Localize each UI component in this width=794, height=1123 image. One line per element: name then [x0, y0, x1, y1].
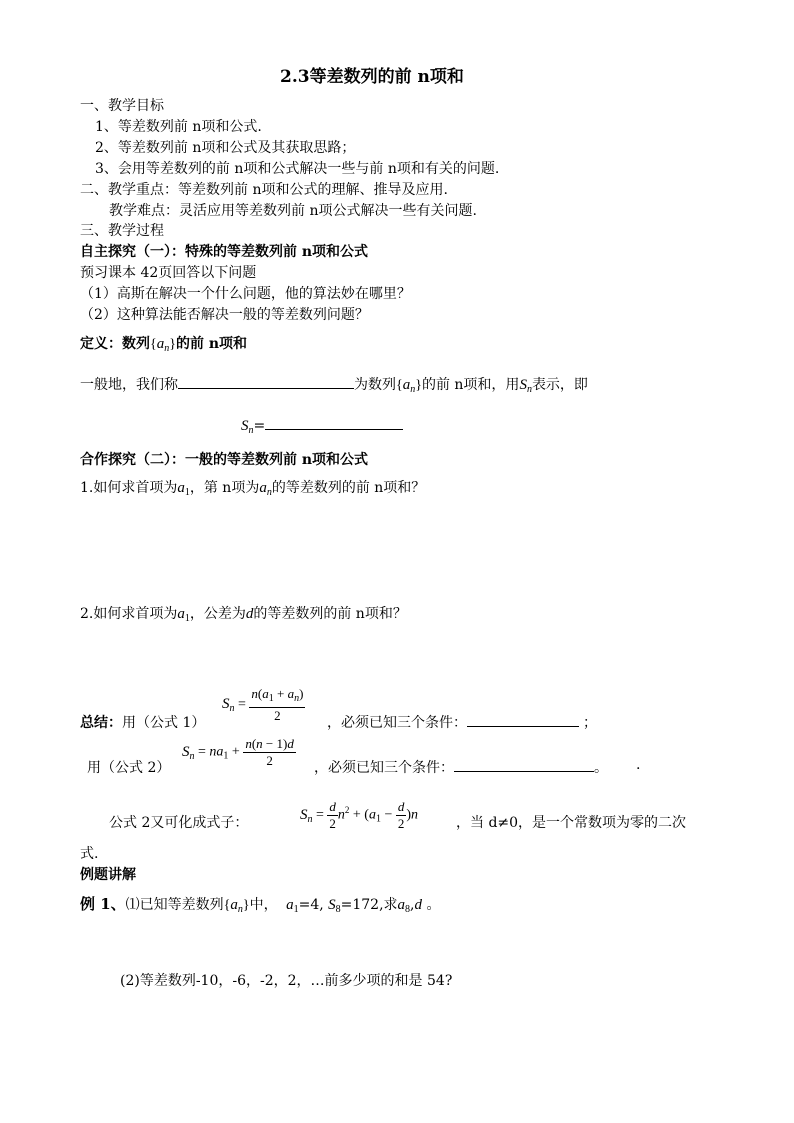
question-text: ，第 n项为	[189, 480, 260, 496]
summary-text: ；	[583, 715, 597, 731]
definition-heading-text: 的前 n项和	[175, 336, 248, 352]
trailing-dot: .	[636, 757, 641, 773]
explore1-question: （2）这种算法能否解决一般的等差数列问题？	[80, 307, 369, 323]
definition-text: 为数列	[354, 377, 396, 393]
summary-text: ，必须已知三个条件：	[327, 715, 467, 731]
summary-text: ，必须已知三个条件：	[314, 760, 454, 776]
fill-blank[interactable]	[178, 374, 354, 389]
objective-item: 3、会用等差数列的前 n项和公式解决一些与前 n项和有关的问题.	[95, 161, 500, 177]
sn-symbol: $S_n$	[519, 377, 532, 395]
explore1-preview: 预习课本 42页回答以下问题	[80, 265, 257, 281]
key-points: 二、教学重点：等差数列前 n项和公式的理解、推导及应用.	[80, 182, 448, 198]
summary-label: 总结：	[80, 715, 122, 731]
formula-3-tail: ，当 d≠0，是一个常数项为零的二次	[456, 815, 687, 831]
formula-3-intro: 公式 2又可化成式子：	[109, 815, 249, 831]
a1-symbol: $a_1$	[286, 897, 299, 915]
question-text: 的等差数列的前 n项和？	[253, 606, 407, 622]
s8-symbol: $S_8$	[328, 897, 341, 915]
fill-blank[interactable]	[454, 757, 594, 772]
fill-blank[interactable]	[265, 415, 403, 430]
formula-2: $S_n = na_1$ + $\frac{n(n - 1)d}{2}$	[182, 736, 294, 768]
explore1-question: （1）高斯在解决一个什么问题，他的算法妙在哪里？	[80, 286, 411, 302]
question-text: 2.如何求首项为	[80, 606, 178, 622]
d-symbol: d	[245, 606, 254, 622]
example-1: 例 1、⑴已知等差数列$\{a_n\}$中， $a_1=4$, $S_8=172$,求$a_8,d$ 。	[80, 895, 441, 915]
sn-formula-line	[241, 415, 403, 436]
d-symbol: d	[414, 897, 422, 913]
summary-text: 用（公式 1）	[122, 715, 206, 731]
summary-formula-2-row	[87, 757, 170, 777]
sn-symbol: $S_n$	[241, 418, 254, 436]
a1-symbol: $a_1$	[177, 480, 190, 498]
example-2: (2)等差数列-10，-6，-2，2，…前多少项的和是 54?	[120, 973, 453, 989]
definition-text: 表示，即	[531, 377, 588, 393]
formula-3: $S_n$ = $\frac{d}{2}$ $n^2 + (a_1$ − $\frac{d}{2}$ )n	[300, 799, 419, 831]
definition-heading	[80, 333, 247, 354]
page-title: 2.3等差数列的前 n项和	[280, 67, 464, 87]
definition-text: 的前 n项和，用	[421, 377, 520, 393]
question-text: ，公差为	[189, 606, 246, 622]
summary-formula-1-tail	[327, 712, 597, 732]
summary-text: 用（公式 2）	[87, 760, 171, 776]
definition-heading-text: 定义：数列	[80, 336, 150, 352]
objective-item: 2、等差数列前 n项和公式及其获取思路；	[95, 140, 356, 156]
examples-heading: 例题讲解	[80, 867, 136, 883]
fill-blank[interactable]	[467, 712, 579, 727]
formula-2-fraction: $\frac{n(n - 1)d}{2}$	[245, 736, 294, 768]
explore2-question-2	[80, 603, 407, 624]
sequence-symbol: $\{a_n\}$	[150, 336, 176, 354]
explore2-heading: 合作探究（二）：一般的等差数列前 n项和公式	[80, 452, 369, 468]
example-label: 例 1、	[80, 895, 126, 913]
formula-1: $S_n$ = $\frac{n(a_1 + a_n)}{2}$	[222, 686, 304, 723]
example-text: =172,求	[340, 897, 398, 913]
summary-formula-1-row	[80, 712, 205, 732]
explore1-heading: 自主探究（一）：特殊的等差数列前 n项和公式	[80, 244, 369, 260]
summary-formula-2-tail	[314, 757, 608, 777]
section-process-heading: 三、教学过程	[80, 223, 164, 239]
equals-sign: =	[253, 418, 266, 434]
example-text: ⑴已知等差数列	[125, 897, 224, 913]
formula-3-continuation: 式.	[80, 846, 99, 862]
example-text: 中，	[249, 897, 278, 913]
difficulty-points: 教学难点：灵活应用等差数列前 n项公式解决一些有关问题.	[109, 203, 477, 219]
a1-symbol: $a_1$	[177, 606, 190, 624]
sequence-symbol: $\{a_n\}$	[223, 897, 250, 915]
example-text: =4,	[298, 897, 324, 913]
definition-line	[80, 374, 588, 395]
question-text: 的等差数列的前 n项和？	[271, 480, 426, 496]
a8-symbol: $a_8$	[397, 897, 411, 915]
an-symbol: $a_n$	[259, 480, 272, 498]
objective-item: 1、等差数列前 n项和公式.	[95, 119, 262, 135]
formula-1-fraction: $\frac{n(a_1 + a_n)}{2}$	[251, 686, 304, 723]
section-objectives-heading: 一、教学目标	[80, 98, 164, 114]
sequence-symbol: $\{a_n\}$	[396, 377, 422, 395]
question-text: 1.如何求首项为	[80, 480, 178, 496]
definition-text: 一般地，我们称	[80, 377, 178, 393]
summary-text: 。	[594, 760, 608, 776]
explore2-question-1	[80, 477, 425, 498]
example-text: 。	[426, 897, 441, 913]
